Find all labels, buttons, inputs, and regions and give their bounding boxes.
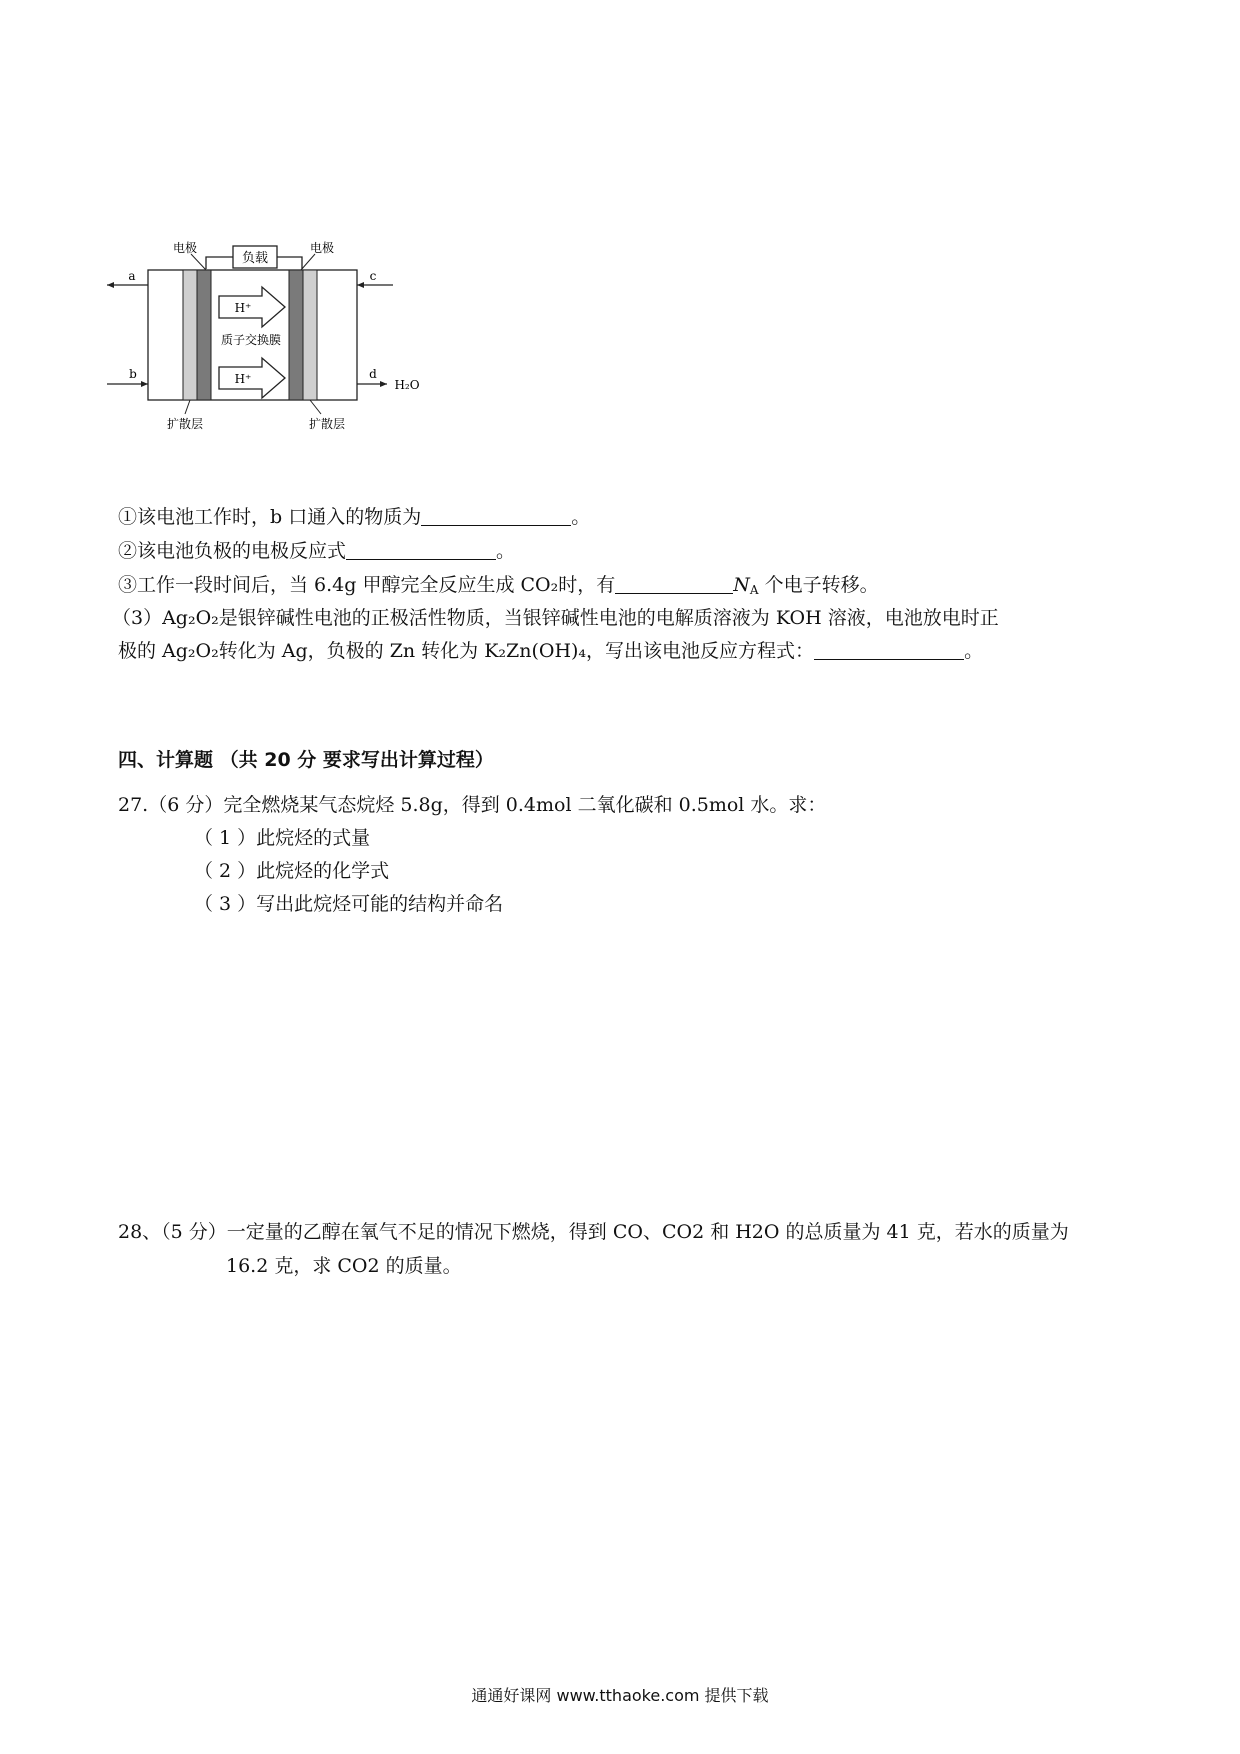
question-1-text: ①该电池工作时，b 口通入的物质为 (118, 506, 422, 528)
electrode-right-label: 电极 (309, 241, 335, 255)
diffusion-left-label: 扩散层 (166, 417, 204, 431)
avogadro-symbol: N (733, 574, 750, 596)
part-3-end: 。 (964, 640, 984, 662)
question-2-blank[interactable] (346, 539, 496, 560)
question-2 (118, 538, 515, 564)
q28-line-1: 28、（5 分）一定量的乙醇在氧气不足的情况下燃烧，得到 CO、CO2 和 H2O 的总质量为 41 克，若水的质量为 (118, 1221, 1069, 1243)
diffusion-right-label: 扩散层 (308, 417, 346, 431)
membrane-label: 质子交换膜 (220, 333, 282, 347)
question-1-blank[interactable] (421, 505, 571, 526)
q27-stem: 27.（6 分）完全燃烧某气态烷烃 5.8g，得到 0.4mol 二氧化碳和 0.5mol 水。求： (118, 794, 827, 816)
q27-sub-1: （ 1 ）此烷烃的式量 (194, 827, 371, 849)
part-3-line-2-text: 极的 Ag₂O₂转化为 Ag，负极的 Zn 转化为 K₂Zn(OH)₄，写出该电池反应方程式： (118, 640, 815, 662)
q28-line-2: 16.2 克，求 CO2 的质量。 (226, 1255, 462, 1277)
question-3-blank[interactable] (615, 573, 733, 594)
question-1-end: 。 (571, 506, 591, 528)
diffusion-layer-left (183, 270, 197, 400)
avogadro-subscript: A (749, 583, 759, 597)
water-label: H₂O (394, 378, 420, 392)
part-3-blank[interactable] (814, 639, 964, 660)
electrode-right (289, 270, 303, 400)
part-3-line-2 (118, 638, 983, 664)
diffusion-layer-right (303, 270, 317, 400)
load-label: 负载 (241, 251, 269, 266)
question-2-text: ②该电池负极的电极反应式 (118, 540, 347, 562)
fuel-cell-diagram (105, 240, 485, 490)
proton-bottom-label: H⁺ (234, 372, 252, 386)
question-3-text: ③工作一段时间后，当 6.4g 甲醇完全反应生成 CO₂时，有 (118, 574, 616, 596)
page-footer: 通通好课网 www.tthaoke.com 提供下载 (471, 1686, 769, 1705)
question-3-end: 个电子转移。 (758, 574, 879, 596)
port-d-label: d (369, 367, 377, 381)
q27-sub-3: （ 3 ）写出此烷烃可能的结构并命名 (194, 893, 504, 915)
question-2-end: 。 (496, 540, 516, 562)
question-3 (118, 572, 879, 598)
electrode-left (197, 270, 211, 400)
port-c-label: c (369, 269, 377, 283)
part-3-line-1: （3）Ag₂O₂是银锌碱性电池的正极活性物质，当银锌碱性电池的电解质溶液为 KOH 溶液，电池放电时正 (112, 607, 999, 629)
section-4-title: 四、计算题 （共 20 分 要求写出计算过程） (118, 749, 494, 771)
electrode-left-label: 电极 (172, 241, 198, 255)
proton-top-label: H⁺ (234, 301, 252, 315)
question-1 (118, 504, 590, 530)
q27-sub-2: （ 2 ）此烷烃的化学式 (194, 860, 390, 882)
port-b-label: b (129, 367, 137, 381)
port-a-label: a (128, 269, 136, 283)
